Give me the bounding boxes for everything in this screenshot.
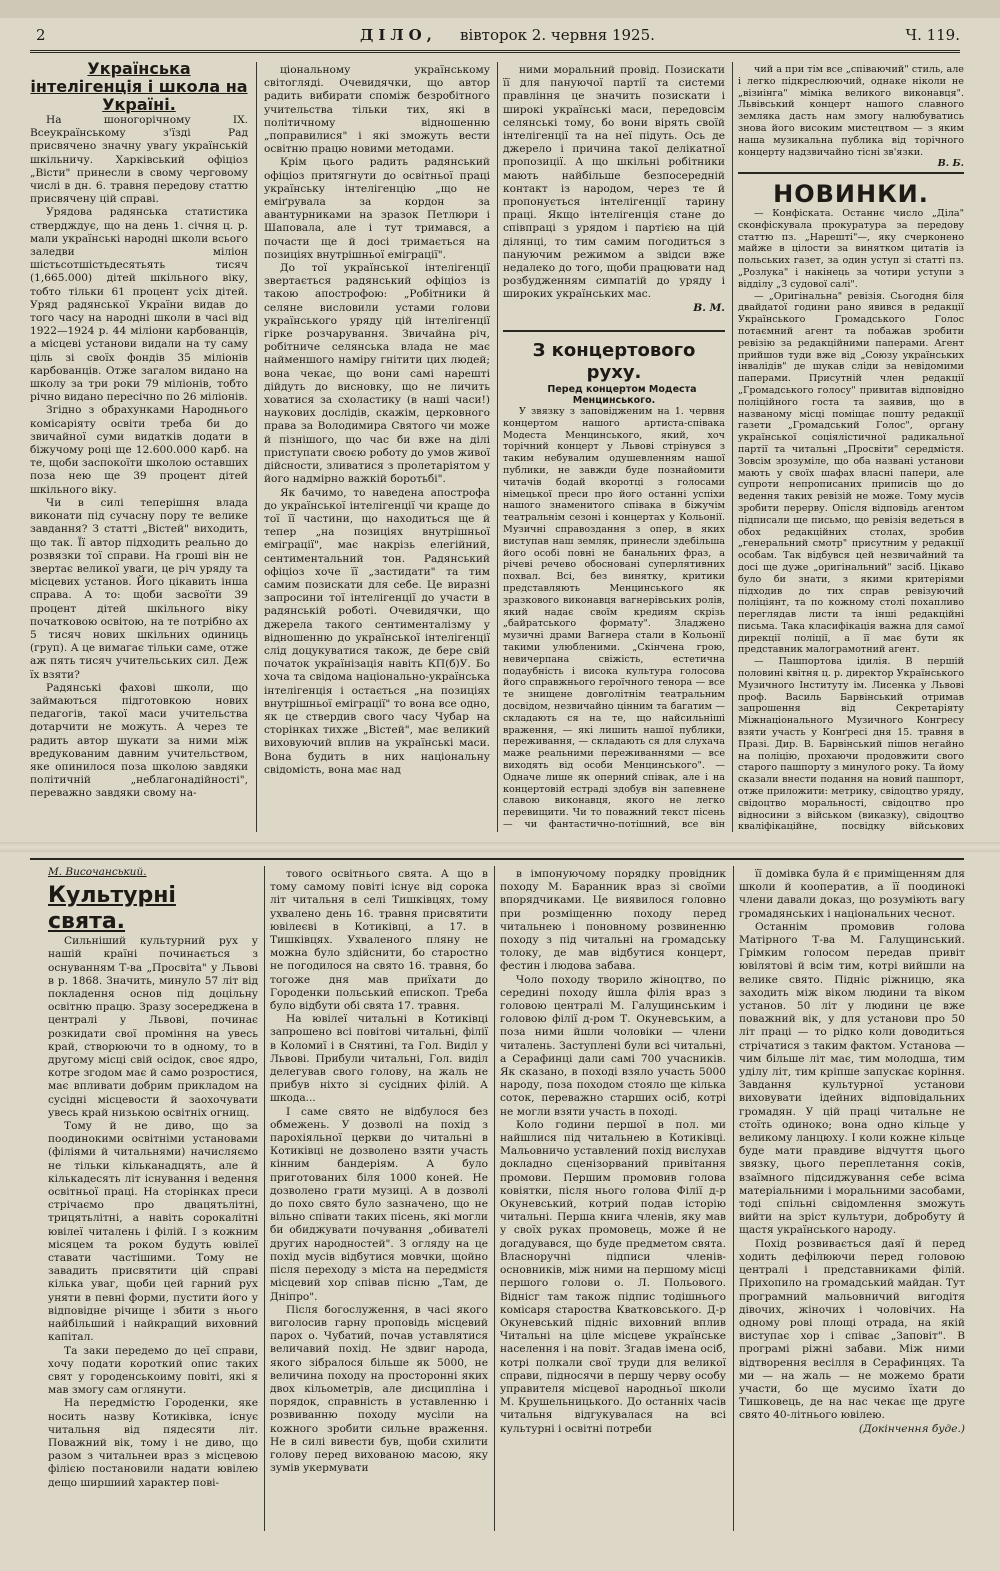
news-item: — Конфіската. Останнє число „Діла" сконфіскувала прокуратура за передову статтю пз. „Нарешті"—, яку счерконено майже в цілости за винятком цитатів із польських газет, за один уступ зі статті пз. „Розлука" і накінець за чотири уступи з відділу „З судової салі".: [738, 208, 964, 290]
section-rule: [30, 858, 964, 860]
page-fold: [0, 842, 1000, 852]
page-number: 2: [36, 26, 46, 44]
section-rule: [738, 172, 964, 174]
paragraph: І саме свято не відбулося без обмежень. У дозволі на похід з парохіяльної церкви до читальні в Котиківці не дозволено взяти участь кінним бандеріям. А було приготованих біля 1000 коней. Не дозволено грати музиці. А в дозволі до похо свято було зазначено, що не вільно співати таких пісень, які могли би обиджувати почування „обивателі других народностей". З огляду на це похід мусів відбутися мовчки, щойно після переходу з міста на передмістя місцевий хор співав пісню „Там, де Дніпро".: [270, 1105, 488, 1303]
school-article-col-2: [264, 64, 490, 832]
concert-article-title: З концертового руху.: [532, 340, 696, 383]
paragraph: Чи в силі теперішня влада виконати під сучасну пору те велике завдання? З статті „Вістей" виходить, що так. Її автор підходить реально до розвязки тої справи. На гроші він не звертає великої уваги, це річ уряду та місцевих установ. Його цікавить інша справа. А то: щоби засвоїти 39 процент дітей шкільного віку початковою освітою, на те потрібно ах 5 тисяч нових шкільних одиниць (груп). А це вимагає тільки саме, отже аж пять тисяч учительських сил. Деж їх взяти?: [30, 496, 248, 681]
paragraph: Чоло походу творило жіноцтво, по середині походу йшла філія враз з головою централі М. Галущинським і головою філії д-ром Т. Окуневським, а поза ними йшли чоловіки — члени читалень. Заступлені були всі читальні, а Серафинці дали самі 700 учасників. Як сказано, в поході взяло участь 5000 народу, поза походом стояло ще кілька соток, переважно старших осіб, котрі не могли взяти участь в поході.: [500, 973, 726, 1118]
paragraph: Після богослуження, в часі якого виголосив гарну проповідь місцевий парох о. Чубатий, почав уставлятися величавий похід. Не здвиг народа, якого зібралося більше як 5000, не величина походу на просторонні яких двох кільометрів, але дисципліна і порядок, справність в уставленню і розвиванню походу мусіли на кожного зробити сильне враження. Не в силі вивести був, щоби схилити голову перед вихованою масою, яку зумів укермувати: [270, 1303, 488, 1475]
paragraph: Тому й не диво, що за поодинокими освітніми установами (філіями й читальнями) начисляємо не тільки кільканадцять, але й кількадесять літ існування і ведення освітньої праці. На сторінках преси стрічаємо про двацятьлітні, трицятьлітні, а навіть сорокалітні ювілеї читалень і філій. І з кожним місяцем та роком будуть ювілеї ставати частішими. Тому не завадить присвятити цій справі кілька уваг, щоби цей гарний рух уняти в певні форми, пустити його у відповідне річище і збити з нього найбільший і найкращий виховний капітал.: [48, 1120, 258, 1344]
concert-article: [503, 340, 725, 832]
paragraph: На передмістю Городенки, яке носить назву Котиківка, існує читальня від пядесяти літ. Поважний вік, тому і не диво, що разом з читальнеи враз з місцевою філією постановили надати ювілею дещо ширшиий характер пові-: [48, 1397, 258, 1489]
paragraph: Радянські фахові школи, що займаються підготовкою нових педагогів, такої маси учительства дотарчити не можуть. А через те радить автор шукати за ними між вредукованим давним учительством, яке опинилося поза школою завдяки політичній „неблагонадійності", переважно завдяки свому на-: [30, 681, 248, 800]
news-section: [738, 180, 964, 832]
school-article-col-1: [30, 60, 248, 830]
page-header: [30, 22, 960, 53]
paragraph: Як бачимо, то наведена апострофа до української інтелігенції чи краще до тої її частини, що находиться ще й тепер „на позиціях внутрішньої еміграції", має накрізь елегійний, сентиментальний тон. Радянський офіціоз хоче її „застидати" та тим самим позискати для себе. Це виразні запросини тої інтелігенції до участи в радянській роботі. Очевидячки, що джерела такого сентименталізму у відношенню до української інтелігенції слід доцукуватися також, де бере свій початок українізація навіть КП(б)У. Бо хоча та свідома національно-українська інтелігенція і остається „на позиціях внутрішньої еміграції" то вона все одно, як це ствердив свого часу Чубар на сторінках тихже „Вістей", має великий виховуючий вплив на українські маси. Вона будить в них національну свідомість, вона має над: [264, 486, 490, 776]
paragraph: У звязку з заповідженим на 1. червня концертом нашого артиста-співака Модеста Менцинського, який, хоч торічний концерт у Львові стрінувся з таким небувалим одушевленням нашої публики, не завжди буде познайомити читачів бодай вкоротці з голосами німецької преси про його останні успіхи нашого знаменитого співака в біжучім театральнім сезоні і концертах у Кольонії. Музичні справоздання з опер, в яких виступав наш земляк, принесли здебільша його особі повні не банальних фраз, а річеві речево обосновані суперлятивних похвал. Всі, без винятку, критики представляють Менцинського як зразкового виконавця вагнерівських ролів, який надає своїм кредиям скрізь „байратського формату". Зладжено музичні драми Вагнера стали в Кольонії такими улюбленими. „Скінчена грою, невичерпана свіжість, естетична подаубність і висока культура голосова його справжнього героїчного тенора — все те знищене довголітнім театральним досвідом, незвичайно цінним та багатим — складають ся на те, що найсильніші враження, — які лишить нашої публики, переживання, — складають ся для слухача маже реальними переживаннями — все виходять від особи Менцинського". — Одначе лише як оперний співак, але і на концертовій естраді здобув він запевнене славою виконавця, якого не легко перевищити. Чи то поважний текст пісень — чи фантастично-потішний, все він: [503, 406, 725, 830]
paragraph: На ювілеї читальні в Котиківці запрошено всі повітові читальні, філії в Коломиї і в Снятині, та Гол. Виділ у Львові. Прибули читальні, Гол. виділ делегував свого голову, на жаль не прибув ніхто зі сусідних філій. А шкода...: [270, 1013, 488, 1105]
festival-col-1: [48, 866, 258, 1531]
concert-signature: В. Б.: [937, 158, 964, 168]
festival-col-4: [739, 868, 965, 1531]
continuation-note: (Докінчення буде.): [858, 1422, 965, 1435]
festival-col-3: [500, 868, 726, 1531]
news-title: НОВИНКИ.: [773, 180, 929, 208]
paragraph: чий а при тім все „співаючий" стиль, але і легко підкреслюючий, однаке ніколи не „вiзиінга" міміка великого виконавця". Львівський концерт нашого славного земляка дасть нам змогу налюбуватись знова його високим мистецтвом — з яким наша музикальна публика від торічного концерту надзвичайно тісні зв'язки.: [738, 64, 964, 158]
paragraph: Крім цього радить радянський офіціоз притягнути до освітньої праці українську інтелігенцію „що не еміґрувала за кордон за авантурниками на зразок Петлюри і Шаповала, але і тут тримався, а почасти ще й досі тримається на позиціях внутрішньої еміграції".: [264, 156, 490, 261]
paragraph: ціональному українському світогляді. Очевидячки, що автор радить вибирати споміж безробітного учительства тільки тих, які в політичному відношенню „поправилися" і які зможуть вести освітню працю новими методами.: [264, 64, 490, 156]
paragraph: її домівка була й є приміщенням для школи й кооператив, а її поодинокі члени давали доказ, що розуміють вагу громадянських і національних чеснот.: [739, 868, 965, 920]
news-item: — Пашпортова ідилія. В першій половині квітня ц. р. директор Українського Музичного Інституту ім. Лисенка у Львові проф. Василь Барвінський отримав запрошення від Секретаріяту Міжнаціонального Музичного Конгресу взяти участь у Конґресі дня 15. травня в Празі. Дир. В. Барвінський пішов негайно на поліцію, прохаючи продовжити свого старого пашпорту з минулого року. Та йому сказали внести подання на новий пашпорт, отже приложити: метрику, свідоцтво уряду, свідоцтво моральності, свідоцтво про відносини з військом (виказку), свідоцтво кваліфікаційне, посвідку військових: [738, 656, 964, 832]
school-article-col-3: [503, 64, 725, 326]
column-rule: [497, 62, 498, 832]
festival-title: Культурні свята.: [48, 883, 176, 935]
paragraph: Урядова радянська статистика ствердждує, що на день 1. січня ц. р. мали українські народні школи всього заледви міліон шістьсотшістьдесятьять тисяч (1,665.000) дітей шкільного віку, тобто тільки 61 процент усіх дітей. Уряд радянської України видав до того часу на народні школи в часі від 1922—1924 р. 44 міліони карбованців, а місцеві установи видали на ту саму ціль зі своїх фондів 35 міліонів карбованців. Отже загалом видано на школу за три роки 79 міліонів, тобто річно видано пересічно по 26 міліонів.: [30, 206, 248, 404]
festival-author: М. Височанський.: [48, 866, 147, 878]
column-rule: [732, 62, 733, 832]
issue-date: вівторок 2. червня 1925.: [460, 26, 655, 44]
column-rule: [264, 866, 265, 1531]
paragraph: На шоногорічному IX. Всеукраїнському з'їзді Рад присвячено значну увагу українській шкільничу. Харківський офіціоз „Вісти" принесли в свому черговому числі в дн. 6. травня передову статтю присвячену цій справі.: [30, 114, 248, 206]
concert-article-subtitle: Перед концертом Модеста Менцинського.: [547, 384, 697, 406]
paragraph: До тої української інтелігенції звертається радянський офіціоз із такою апострофою: „Робітники й селяне висловили устами голови українського уряду цій інтелігенції гірке розчарування. Звичайна річ, робітниче селянська влада не має найменшого наміру гнітити цих людей; вона чекає, що вони самі нарешті дійдуть до висновку, що не личить ховатися за схоластику (в наші часи!) наукових дослідів, скажім, церковного права за Володимира Святого чи може й пізнішого, що час би вже на ділі приступати своєю роботу до умов живої дійсности, зливатися з пролетаріятом у його надмірно важкій боротьбі".: [264, 262, 490, 486]
column-rule: [733, 866, 734, 1531]
paragraph: Останнім промовив голова Матірного Т-ва М. Галущинський. Грімким голосом передав привіт ювілятові й всім тим, котрі вийшли на велике свято. Підніс ріжницю, яка заходить між віком людини та віком установ. 50 літ у людини це вже поважний вік, у для установи про 50 літ праці — то рідко коли доводиться стрічатися з таким фактом. Установа — чим більше літ має, тим молодша, тим уділу літ, тим кріпше запускає коріння. Завдання культурної установи виховувати ідейних відповідальних громадян. У цій праці читальне не стоїть одиноко; вона одно кільце у великому ланцюху. І коли кожне кільце буде мати правдиве відчуття цього звязку, цього переплетання соків, взаїмного підсиджування себе всіма матеріальними і моральними засобами, тоді спільні свідомлення зможуть вийти на зріст культури, добробуту й щастя українського народу.: [739, 920, 965, 1237]
article-signature: В. М.: [693, 301, 725, 314]
paragraph: Похід розвивається даяї й перед ходить дефілюючи перед головою централі і представниками філій. Прихопило на громадський майдан. Тут програмний мальовничий вигодітя дівочих, жіночих і чоловічих. На одному рові площі отрада, на якій виступає хор і співає „Заповіт". В програмі ріжні забави. Між ними відтворення весілля в Серафинцях. Та ми — на жаль — не можемо брати участи, бо ще мусимо їхати до Тишковець, де на нас чекає ще друге свято 40-літнього ювілею.: [739, 1237, 965, 1422]
column-rule: [256, 62, 257, 832]
paragraph: тового освітнього свята. А що в тому самому повіті існує від сорока літ читальня в селі Тишківцях, тому ухвалено день 16. травня присвятити ювілеєві в Котиківці, а 17. в Тишківцях. Ухваленого пляну не можна було здійснити, бо старостно не погодилося на свято 16. травня, бо тогоже дня мав приїхати до Городенки польський епископ. Треба було відбути обі свята 17. травня.: [270, 868, 488, 1013]
masthead: ДІЛО,: [360, 26, 437, 44]
news-item: — „Оригінальна" ревізія. Сьогодня біля двайдатої години рано явився в редакції Українського Громадського Голос потаємний агент та побажав зробити ревізію за редакційними паперами. Агент прийшов туди вже від „Союзу українських інвалідів" де шукав сліди за невідомими паперами. Присутній член редакції „Громадського голосу" привитав відповідно поліційного госта та заявив, що в названому місці поміщає пошту редакції газети „Громадський Голос", органу української соціялістичної радикальної партії та читальні „Просвіти" середмістя. Зовсім зрозуміле, що оба названі установи мають у своїх шафах власні папери, але супроти непрописаних приписів що до ведення таких ревізій не може. Тому мусів зробити перерву. Опісля відповідь агентом підписали ще письмо, що ревізія ведеться в обох редакційних столах, зробив „генеральний смотр" присутним у редакції особам. Так відбувся цей незвичайний та досі ще дуже „оригінальний" засіб. Цікаво було би знати, з якими критеріями підходив до тих справ ревізуючий поліціянт, та по кожному столі похапливо переглядав листи та інші редакційні письма. Така класифікація важна для самої дирекції поліції, а її має бути як представник малограмотний агент.: [738, 290, 964, 656]
paragraph: Сильніший культурний рух у нашій країні починається з оснуванням Т-ва „Просвіта" у Львові в р. 1868. Значить, минуло 57 літ від покладення основ під доцільну освітню працю. Зразу зосереджена в централі у Львові, починає розкидати свої проміння на увесь край, створюючи то в одному, то в другому місці свій осідок, своє ядро, котре згодом має й само розростися, має впливати добрим прикладом на сусідні місцевости й заохочувати увесь край низькою освітніх огнищ.: [48, 935, 258, 1119]
concert-article-continuation: [738, 64, 964, 168]
festival-col-2: [270, 868, 488, 1531]
issue-number: Ч. 119.: [905, 26, 960, 44]
section-rule: [503, 330, 725, 332]
school-article-title: Українська інтелігенція і школа на Україні.: [30, 60, 248, 114]
paragraph: Згідно з обрахунками Народнього комісаріяту освіти треба би до звичайної суми видатків додати в біжучому році ще 12.600.000 карб. на те, щоби заспокоїти школою оставших поза нею ще 39 процент дітей шкільного віку.: [30, 404, 248, 496]
paragraph: ними моральний провід. Позискати її для пануючої партії та системи правління це значить позискати і широкі українські маси, передовсім селянські тому, бо вони вірять своїй інтелігенції та на неї підуть. Ось де джерело і причина такої делікатної пропозиції. А що шкільні робітники мають найбільше безпосередній контакт із народом, через те й пропонується інтелігенції тарину праці. Якщо інтелігенція стане до співпраці з урядом і партією на цій ділянці, то тим самим погодиться з пануючим режимом а звідси вже недалеко до того, щоби працювати над розбудженням симпатій до уряду і широких українських мас.: [503, 64, 725, 301]
paragraph: в імпонуючому порядку провідник походу М. Баранник враз зі своїми впорядчиками. Це виявилося головно при розміщенню походу перед читальнею і поновному розвиненню походу з під читальні на громадську толоку, де мав відбутися концерт, фестин і людова забава.: [500, 868, 726, 973]
paragraph: Та заки передемо до цеї справи, хочу подати короткий опис таких свят у городенськоиму повіті, які я мав змогу сам оглянути.: [48, 1344, 258, 1397]
column-rule: [494, 866, 495, 1531]
scan-top-edge: [0, 0, 1000, 18]
paragraph: Коло години першої в пол. ми найшлися під читальнею в Котиківці. Мальовничо уставлений похід вислухав докладно сценізорваний привітання промови. Першим промовив голова ковіятки, після нього голова Філії д-р Окуневський, котрий подав історію читальні. Перша книга членів, яку мав у своїх руках промовець, може й не догадувався, що буде предметом свята. Власноручні підписи членів-основників, між ними на першому місці першого голови о. Л. Польового. Віднісг там також підпис тодішнього комісаря староства Кватковського. Д-р Окуневський підніс виховний вплив Читальні на ціле місцеве українське населення і на повіт. Згадав імена осіб, котрі полкали свої труди для великої справи, підносячи в першу черву особу управителя місцевої народньої школи М. Крушельницького. До останніх часів читальня відгукувалася на всі культурні і освітні потреби: [500, 1118, 726, 1435]
